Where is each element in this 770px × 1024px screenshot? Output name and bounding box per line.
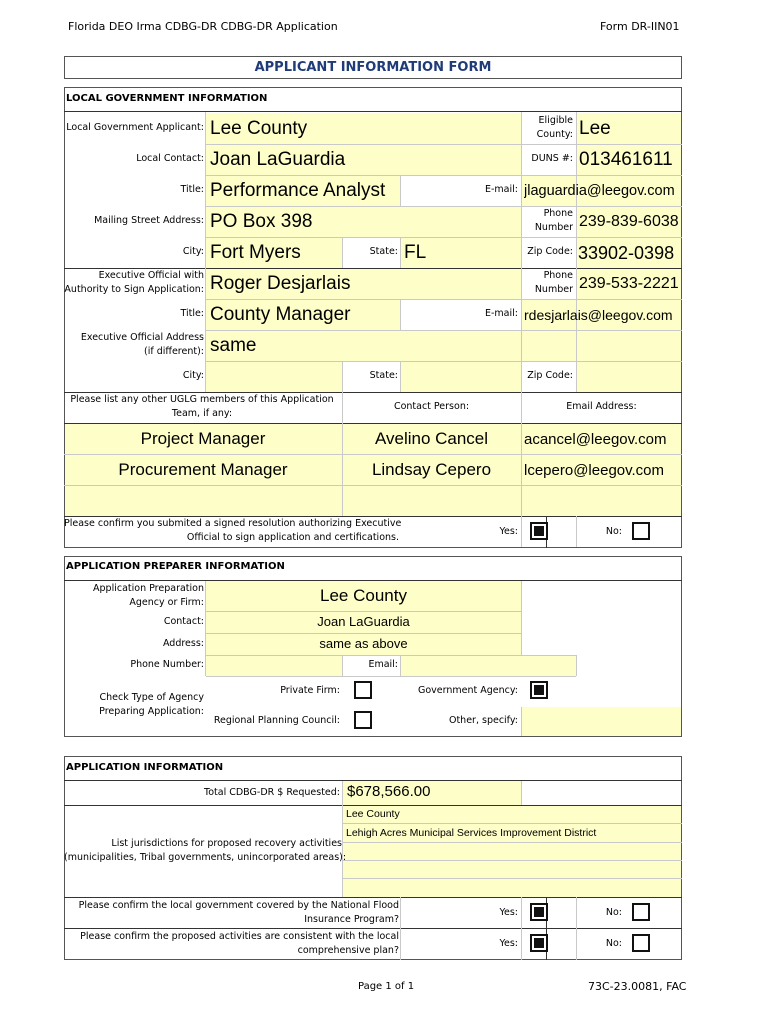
government-agency-label: Government Agency:	[417, 685, 518, 696]
plan-yes-label: Yes:	[499, 938, 518, 949]
agency-type-label: Check Type of Agency Preparing Application:	[99, 692, 204, 717]
exec-zip-field[interactable]	[576, 362, 681, 392]
city-label: City:	[182, 246, 204, 257]
exec-official-label: Executive Official with Authority to Sign Application:	[64, 270, 204, 295]
regional-planning-checkbox[interactable]	[354, 711, 372, 729]
plan-yes-checkbox[interactable]	[530, 934, 548, 952]
jurisdiction-row-4[interactable]	[343, 861, 682, 878]
jurisdiction-row-5[interactable]	[343, 879, 682, 897]
jurisdiction-row-1[interactable]: Lee County	[346, 808, 400, 820]
exec-address-field[interactable]: same	[210, 335, 257, 356]
preparer-email-field[interactable]	[400, 656, 576, 676]
contact-label: Local Contact:	[136, 153, 204, 164]
resolution-yes-label: Yes:	[499, 526, 518, 537]
agency-label: Application Preparation Agency or Firm:	[93, 583, 204, 608]
duns-label: DUNS #:	[531, 153, 573, 164]
exec-city-field[interactable]	[206, 362, 342, 392]
header-right: Form DR-IIN01	[600, 20, 680, 33]
email-field[interactable]: jlaguardia@leegov.com	[524, 183, 675, 199]
preparer-address-field[interactable]: same as above	[319, 636, 408, 651]
form-title: APPLICANT INFORMATION FORM	[64, 56, 682, 79]
team-email-header: Email Address:	[566, 401, 637, 412]
exec-city-label: City:	[182, 370, 204, 381]
state-label: State:	[369, 246, 398, 257]
resolution-label: Please confirm you submited a signed resolution authorizing Executive Official to sign application and certifications.	[64, 518, 402, 543]
exec-zip-label: Zip Code:	[527, 370, 573, 381]
team-row-2-email[interactable]: lcepero@leegov.com	[524, 462, 665, 479]
preparer-contact-label: Contact:	[163, 616, 204, 627]
header-left: Florida DEO Irma CDBG-DR CDBG-DR Application	[68, 20, 338, 33]
preparer-phone-field[interactable]	[206, 656, 342, 676]
jurisdiction-row-3[interactable]	[343, 843, 682, 860]
title-label: Title:	[180, 184, 204, 195]
eligible-county-field[interactable]: Lee	[579, 118, 611, 139]
nfip-no-checkbox[interactable]	[632, 903, 650, 921]
footer-code: 73C-23.0081, FAC	[588, 980, 687, 993]
contact-field[interactable]: Joan LaGuardia	[210, 149, 346, 170]
local-gov-section-title: LOCAL GOVERNMENT INFORMATION	[66, 93, 268, 104]
exec-address-label: Executive Official Address (if different):	[80, 332, 204, 357]
exec-title-label: Title:	[180, 308, 204, 319]
nfip-yes-label: Yes:	[499, 907, 518, 918]
team-row-2-contact[interactable]: Lindsay Cepero	[371, 460, 492, 479]
exec-phone-label: Phone Number	[534, 270, 573, 295]
team-label: Please list any other UGLG members of this Application Team, if any:	[70, 394, 334, 419]
preparer-address-label: Address:	[162, 638, 204, 649]
exec-email-field[interactable]: rdesjarlais@leegov.com	[524, 307, 673, 323]
exec-email-label: E-mail:	[485, 308, 518, 319]
zip-field[interactable]: 33902-0398	[578, 243, 675, 263]
exec-state-field[interactable]	[400, 362, 521, 392]
state-field[interactable]: FL	[404, 242, 427, 263]
team-row-1-role[interactable]: Project Manager	[140, 429, 266, 448]
resolution-no-checkbox[interactable]	[632, 522, 650, 540]
nfip-no-label: No:	[605, 907, 622, 918]
team-row-2-role[interactable]: Procurement Manager	[118, 460, 288, 479]
phone-field[interactable]: 239-839-6038	[579, 213, 679, 230]
plan-no-checkbox[interactable]	[632, 934, 650, 952]
other-specify-label: Other, specify:	[448, 715, 518, 726]
team-contact-header: Contact Person:	[393, 401, 470, 412]
total-requested-label: Total CDBG-DR $ Requested:	[204, 787, 340, 798]
government-agency-checkbox[interactable]	[530, 681, 548, 699]
applicant-field[interactable]: Lee County	[210, 118, 308, 139]
email-label: E-mail:	[485, 184, 518, 195]
plan-no-label: No:	[605, 938, 622, 949]
mailing-address-label: Mailing Street Address:	[94, 215, 204, 226]
city-field[interactable]: Fort Myers	[210, 242, 301, 263]
jurisdiction-row-2[interactable]: Lehigh Acres Municipal Services Improvement District	[346, 827, 597, 839]
team-row-3-contact[interactable]	[342, 486, 521, 516]
regional-planning-label: Regional Planning Council:	[213, 715, 340, 726]
nfip-label: Please confirm the local government covered by the National Flood Insurance Program?	[78, 900, 399, 925]
total-requested-field[interactable]: $678,566.00	[347, 783, 431, 800]
exec-title-field[interactable]: County Manager	[210, 304, 351, 325]
title-field[interactable]: Performance Analyst	[210, 180, 386, 201]
private-firm-label: Private Firm:	[280, 685, 340, 696]
mailing-address-field[interactable]: PO Box 398	[210, 211, 313, 232]
other-specify-field[interactable]	[521, 707, 681, 736]
comprehensive-plan-label: Please confirm the proposed activities are consistent with the local comprehensive plan?	[80, 931, 399, 956]
team-row-3-email[interactable]	[521, 486, 681, 516]
duns-field[interactable]: 013461611	[579, 149, 673, 170]
resolution-yes-checkbox[interactable]	[530, 522, 548, 540]
exec-phone-field[interactable]: 239-533-2221	[579, 275, 679, 292]
footer-page-number: Page 1 of 1	[358, 981, 415, 992]
team-row-1-contact[interactable]: Avelino Cancel	[374, 429, 489, 448]
applicant-label: Local Government Applicant:	[66, 122, 204, 133]
resolution-no-label: No:	[605, 526, 622, 537]
phone-label: Phone Number	[534, 208, 573, 233]
exec-state-label: State:	[369, 370, 398, 381]
preparer-contact-field[interactable]: Joan LaGuardia	[317, 614, 410, 629]
zip-label: Zip Code:	[527, 246, 573, 257]
team-row-1-email[interactable]: acancel@leegov.com	[524, 431, 667, 448]
jurisdictions-label: List jurisdictions for proposed recovery activities (municipalities, Tribal governments, unincorporated areas):	[64, 838, 347, 863]
nfip-yes-checkbox[interactable]	[530, 903, 548, 921]
preparer-phone-label: Phone Number:	[130, 659, 204, 670]
private-firm-checkbox[interactable]	[354, 681, 372, 699]
team-row-3-role[interactable]	[64, 486, 342, 516]
preparer-section-title: APPLICATION PREPARER INFORMATION	[66, 561, 285, 572]
exec-official-field[interactable]: Roger Desjarlais	[210, 273, 351, 294]
agency-field[interactable]: Lee County	[320, 586, 407, 605]
preparer-email-label: Email:	[368, 659, 398, 670]
eligible-county-label: Eligible County:	[536, 115, 573, 140]
application-section-title: APPLICATION INFORMATION	[66, 762, 224, 773]
